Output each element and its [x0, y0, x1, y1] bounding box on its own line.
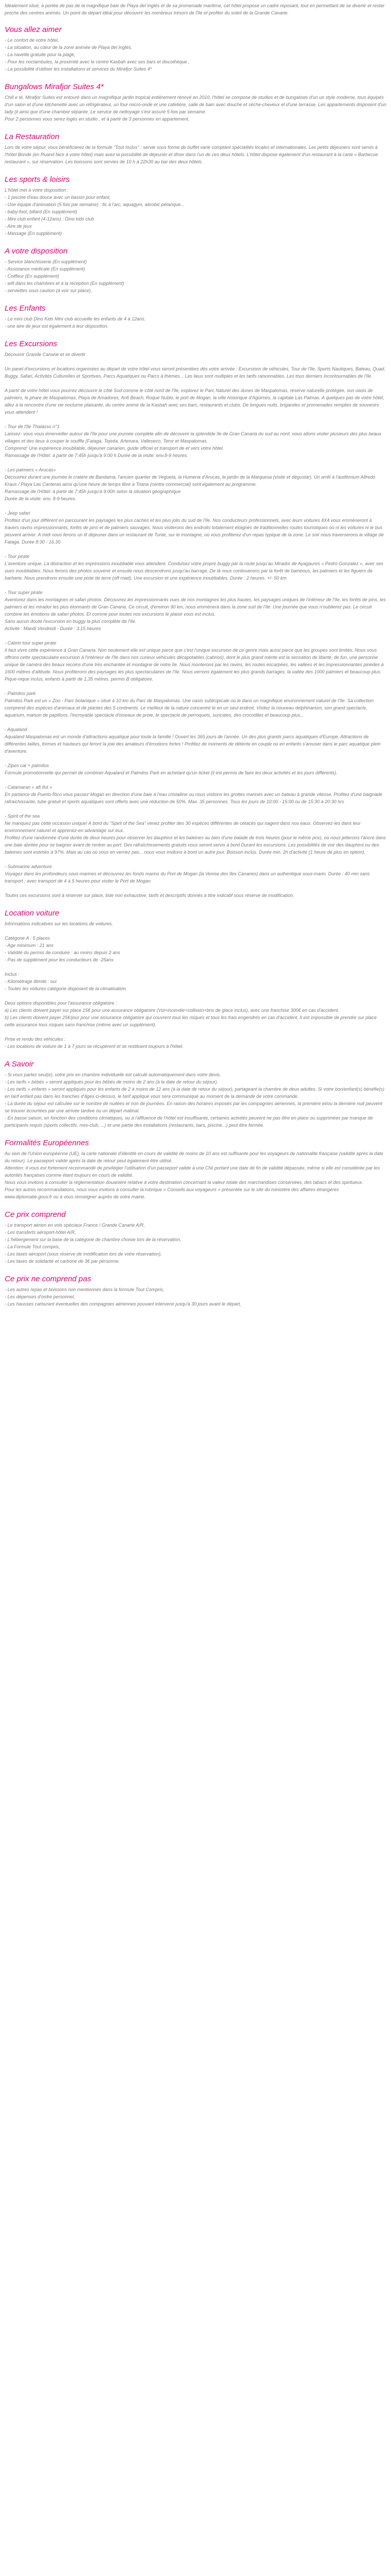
text-line: Ramassage de l'Hôtel: à partir de 7:45h jusqu'à 9:00 h Durée de la visite: env.8-9 heures.: [5, 453, 188, 458]
text-block: [5, 863, 386, 885]
text-line: - Le mini club Dino Kids Mini club accueille les enfants de 4 à 12ans.: [5, 316, 146, 321]
text-line: Palmitos Park est un « Zoo - Parc botanique » situé à 10 km du Parc de Maspalomas. Une oasis subtropicale où le dans un magnifique environnement naturel de l'île. Sa collection comprend des espèces d'animaux et de plantes des 5 continents. Le meilleur de la nature concentré le en un seul endroit. Visitez la nouveau delphinarium, son grand spectacle, aquarium, maison de papillons, l'incroyable spectacle d'oiseaux de proie, le spectacle de perroquets, suricates, des crocodiles et beaucoup plus...: [5, 698, 374, 718]
text-line: - Les hausses carburant éventuelles des compagnies aériennes pouvant intervenir jusqu'à 30 jours avant le départ,: [5, 1301, 241, 1307]
section-heading: Bungalows Mirafjor Suites 4*: [5, 82, 104, 91]
text-block: [5, 971, 386, 992]
text-block: [5, 935, 386, 963]
text-line: En partance de Puerto Rico vous passez Mogan en direction d'une baie à l'eau cristalline ou nous visitons les grottes marines avec un bateau à grande vitesse. Profitez d'une baignade rafraichissante, tube gratuit et sports aquatiques sont offerts avec une réduction de 50%. Max. 35 personnes. Tous les jours de 10:00 - 15:00 ou de 15:30 à 20:30 hrs: [5, 792, 383, 804]
text-line: Aventurez dans les montagnes et safari photos. Découvrez les impressionnants vues de nos montagnes les plus hautes, les paysages uniques de l'intérieur de l'île, les forêts de pins, les palmiers et les mirador les plus étonnants de Gran Canaria. Ce circuit, d'environ 90 km, nous emmènera dans la zone sud de l'île. Une journée que vous n'oublierez pas. Le circuit combine les émotions de safari photos. Et comme pour toutes nos excursions le plaisir vous est inclus.: [5, 597, 386, 617]
text-block: [5, 892, 386, 899]
text-line: - Les tarifs « enfants » seront appliqués pour les enfants de 2 à moins de 12 ans (à la date de retour du séjour), partageant la chambre de deux adultes. Si votre bon/enfant(s) bénéfie(s) en tarif enfant pas dans les tranches d'âges ci-dessus, le tarif appliqué vous sera communiqué au moment de la demande de votre commande.: [5, 1087, 384, 1099]
text-line: Voyagez dans les profondeurs sous-marines et découvrez les fonds marins du Port de Mogan (la Venise des îles Canaries) dans un authentique sous-marin. Durée : 40 min sans transport ; avec transport de 4 à 5 heures pour visiter le Port de Mogan.: [5, 871, 370, 884]
text-line: - Les palmiers « Arucas»: [5, 467, 56, 472]
section-heading: Les Enfants: [5, 304, 46, 313]
text-block: [5, 466, 386, 502]
text-line: - Toutes les voitures catégorie disposent de la climatisation.: [5, 986, 127, 991]
text-block: [5, 94, 386, 123]
text-block: [5, 1071, 386, 1129]
text-line: Activité : Mandi Vendredi - Durée : 3.15 heures: [5, 626, 101, 631]
text-line: - Pour les noctambules, la proximité avec le centre Kasbah avec ses bars et discothèque ,: [5, 59, 190, 64]
text-block: [5, 510, 386, 546]
text-block: [5, 1286, 386, 1308]
text-block: [5, 639, 386, 683]
text-line: - wifi dans les chambres et à la réception (En supplément): [5, 281, 124, 286]
text-line: Lors de votre séjour, vous bénéficierez de la formule "Tout Inclus" : servie sous forme de buffet varié comptant spécialités locales et internationales. Les petits déjeuners sont servis à l'hôtel Bonde (en Ruand face à votre hôtel) mais avez la possibilité de déjeuner et dîner dans l'un de ces deux hôtels. L'hôtel dispose également d'un restaurant à la carte « Barbecue restaurant », sur réservation. Les boissons sont servies de 10 h à 22h30 au bar des deux hôtels.: [5, 145, 378, 164]
text-line: b) Les clients doivent payer 25€/jour pour une assurance obligatoire qui couvrent tous les risques et tous les frais engendrés en cas d'accident. Il est impossible de prendre sur place cette assurance tous risques sans franchise (même avec un supplément).: [5, 1015, 377, 1027]
text-line: - Aire de jeux: [5, 224, 32, 229]
text-line: - Validité du permis de conduire : au moins depuis 2 ans: [5, 950, 120, 955]
section-heading: La Restauration: [5, 132, 59, 141]
text-line: - La situation, au cœur de la zone animée de Playa del Inglés,: [5, 45, 133, 50]
text-line: - Tour de l'île Thalasso n°1: [5, 424, 60, 429]
text-line: Découvrez durant une journée le cratère de Bandama, l'ancien quartier de Vegueta, la Humeria d'Arucas, le jardin de la Marquesa (visite et dégustar). Un arrêt à l'auditorium Alfredo Kraus / Playa Las Canteras ainsi qu'une heure de temps libre à Triana (centre commercial) sont également au programme.: [5, 474, 376, 487]
text-block: [5, 144, 386, 165]
section-heading: Ce prix comprend: [5, 1210, 66, 1219]
section-heading: Les Excursions: [5, 340, 57, 348]
text-line: - Palmitos park: [5, 691, 36, 696]
text-line: - La Formule Tout compris,: [5, 1244, 60, 1249]
text-block: [5, 351, 386, 358]
text-line: - Tour super pirate: [5, 590, 43, 595]
section-heading: A votre disposition: [5, 247, 68, 256]
text-line: - Si vous partez seul(e), votre prix en chambre individuelle est calculé automatiquement dans votre devis.: [5, 1072, 221, 1077]
text-line: - Zipes cat + palmitos: [5, 763, 49, 768]
text-block: [5, 315, 386, 330]
text-line: a) Les clients doivent payer sur place 15€ pour une assurance obligatoire (Vol+incendie+collision+bris de glace inclus), avec une franchise 300€ en cas d'accident.: [5, 1008, 339, 1013]
text-line: - Les taxes aéroport (sous réserve de modification lors de votre réservation),: [5, 1251, 162, 1257]
text-block: [5, 187, 386, 237]
section-heading: Formalités Européennes: [5, 1139, 89, 1147]
text-line: Inclus :: [5, 972, 20, 977]
text-block: [5, 258, 386, 294]
text-block: [5, 37, 386, 73]
text-line: Sans aucun doute l'excursion en buggy la plus complète de l'île.: [5, 619, 137, 624]
text-line: - 1 piscine d'eau douce avec un bassin pour enfant,: [5, 195, 111, 200]
text-block: [5, 920, 386, 927]
text-block: [5, 999, 386, 1028]
text-line: L'hôtel met à votre disposition :: [5, 188, 69, 193]
text-line: - Une équipe d'animation (5 fois par semaine) : fic à l'arc, aquagym, aérobic pétanque...: [5, 202, 185, 207]
text-line: - Cabrio tour super pirate: [5, 640, 57, 646]
text-line: Informations indicatives sur les locations de voitures.: [5, 921, 113, 926]
text-line: Au sein de l'Union européenne (UE), la carte nationale d'identité en cours de validité de moins de 10 ans est suffisante pour les voyageurs de nationalité française (validité après la date du retour). Le passeport valide après la date de retour peut également être utilisé.: [5, 1151, 383, 1163]
text-line: - Aqualand: [5, 727, 27, 732]
text-block: [5, 1150, 386, 1200]
text-line: Découvrir Grande Canarie et se divertir: [5, 352, 86, 357]
text-block: [5, 365, 386, 380]
text-line: - baby-foot, billard (En supplément): [5, 209, 77, 214]
text-line: - L'hébergement sur la base de la catégorie de chambre choisie lors de la réservation,: [5, 1237, 182, 1242]
text-line: Laissez- vous vous émerveiller autour de l'île pour une journée complète afin de découvrir la splendide île de Gran Canaria du sud au nord. nous allons visiter plusieurs des plus beaux villages et des lieux à couper le souffle (Fataga, Tejeda, Artenara, Valleseco, Teror et Maspalomas.: [5, 431, 382, 444]
text-line: - Submarine adventure: [5, 864, 52, 869]
text-line: Formule promotionnelle qui permet de combiner Aqualand et Palmitos Park en achetant qu'un ticket (il est permis de faire les deux activités et les jours différents).: [5, 770, 338, 775]
text-line: Attention: Il vous est fortement recommandé de privilégier l'utilisation d'un passeport valide à une CNI portant une date de fin de validité dépassée, même si elle est considérée par les autorités françaises comme étant toujours en cours de validité.: [5, 1165, 380, 1178]
text-line: - Le transport aérien en vols spéciaux France / Grande Canarie A/R,: [5, 1223, 145, 1228]
text-line: - Assistance médicale (En supplément): [5, 266, 85, 272]
text-line: Catégorie A : 5 places: [5, 936, 50, 941]
text-line: - La possibilité d'utiliser les installations et services du Mirafjor Suites 4*: [5, 66, 152, 72]
text-line: Chill e té, Mirafjor Suites est entouré dans un magnifique jardin tropical entièrement rénové en 2010, l'hôtel se compose de studios et de bungalows d'un un style moderne, tous équipés d'un salon et d'une kitchenette avec un réfrigérateur, un four micro-onde et une cafetière, salle de bain avec douche et sèche-cheveux et d'une terrasse. Les appartements disposent d'un lady (il ainsi que d'une chambre séparée. Le service de nettoyage s'est assuré 5 fois par semaine.: [5, 95, 386, 114]
text-line: Comprend: Une expérience inoubliable, déjeuner canarien, guide officiel et transport de et vers votre hôtel.: [5, 446, 224, 451]
text-line: - Mini club enfant (4-12ans) : Dino kids club: [5, 216, 94, 222]
section-heading: Ce prix ne comprend pas: [5, 1275, 91, 1283]
text-line: A partir de votre hôtel vous pourrez découvrir le côté Sud comme le côté nord de l'île, explorez le Parc Naturel des dunes de Maspalomas, réserve naturelle protégée, son oasis de palmiers, le phare de Maspalomas, Playa de Amadores, Anfi Beach, Roque Nublo, le port de Mogán, la ville historique d'Agüimes, la capitale Las Palmas. A quelques pas de votre hôtel, allez à la rencontre d'une vie nocturne plaisante, du centre animé de la Kasbah avec ses bars, restaurants et clubs. De longues nuits, brigandes et promenades remplies de souvenirs vous attendent !: [5, 388, 384, 415]
text-line: - Les dépenses d'ordre personnel,: [5, 1294, 75, 1299]
text-line: L'aventure unique. La distraction et les impressions inoubliable vous attendent. Conduisez votre propre buggy par la route jusqu'au Mirador de Ayagaures « Pedro Gonzalez », avec ses vues inoubliables. Nous ferons des photos souvenir et ensuite nous descendrons jusqu'au barrage. De là nous continuerons par la forêt de bambous, les palmiers et les figuiers de barbarie. Nous prendrons ensuite une piste de terre (off road). Une excursion et une expérience inoubliables. Durée : 2 heures. +/- 50 km: [5, 561, 383, 581]
text-block: [5, 726, 386, 755]
intro-paragraph: Idéalement situé, à portée de pas de la magnifique baie de Playa del Inglés et de sa promenade maritime, cet hôtel propose un cadre reposant, tout en permettant de se divertir et rester proche des centres animés. Un point de départ idéal pour découvrir les nombreux trésors de l'île et profiter du soleil de la Grande Canarie.: [5, 3, 385, 15]
text-line: - La durée du séjour est calculée sur le nombre de nuitées et non de journées. En raison des horaires imposés par les compagnies aériennes, la première et/ou la dernière nuit peuvent se trouver écourtées par une arrivée tardive ou un départ matinal.: [5, 1101, 382, 1113]
text-line: Aqualand Maspalomas est un monde d'attractions aquatique pour toute la famille ! Ouvert les 365 jours de l'année. Un des plus grands parcs aquatiques d'Europe. Attractions de différentes tailles, formes et hauteurs qui feront la joie des amateurs d'émotions fortes ! Profitez de moments de détente en couple ou en enfants s'amuser dans le parc aquatique plein d'aventure.: [5, 734, 381, 754]
text-line: Ramassage de l'Hôtel: à partir de 7:45h jusqu'à 9:00h selon la situation géographique: [5, 489, 181, 494]
text-line: Deux options disponibles pour l'assurance obligatoire :: [5, 1001, 117, 1006]
text-line: Profitez d'un jour différent en parcourant les paysages les plus cachés et les plus jolis du sud de l'île. Nos conducteurs professionnels, avec leurs voitures 4X4 vous emmèneront à travers ravins impressionnants, forêts de pins et de palmiers sauvages. Nous visiterons des endroits totalement éloignés de traditionnelles routes touristiques où ni les voitures ni le bus peuvent arriver. A midi nous ferons un lit déjeuner dans un restaurant de Tunte, sur le montagne, où vous profiterez d'un repas typique de la zone. Le soir nous traverserons le village de Fataga. Durée 8:30 - 16.30: [5, 518, 384, 545]
text-line: - Le confort de votre hôtel,: [5, 38, 59, 43]
text-line: Un panel d'excursions et locations organisées au départ de votre hôtel vous seront présentées dès votre arrivée : Excursions de véhicules, Tour de l'île, Sports Nautiques, Bateau, Quad, Buggy, Safari, Activités Culturelles et Sportives, Parcs Aquatiques ou Parcs à thèmes... Les lieux sont multiples et les tarifs raisonnables. Les tous derniers incontournables de l'île.: [5, 366, 386, 379]
text-line: Prise et rendu des véhicules :: [5, 1037, 66, 1042]
text-block: [5, 1036, 386, 1050]
text-line: Nous vous invitons à consulter la réglementation douanière relative à votre destination concernant la valeur totale des marchandises conservées, des tabacs et des spiritueux.: [5, 1180, 363, 1185]
text-line: Durée de la visite: env. 8-9 heures.: [5, 496, 76, 501]
text-block: [5, 812, 386, 856]
text-block: [5, 387, 386, 416]
text-block: [5, 1222, 386, 1265]
text-line: - Tour pirate: [5, 554, 30, 559]
text-line: - une aire de jeux est également à leur disposition.: [5, 324, 109, 329]
text-line: - serviettes sous caution (à voir sur place).: [5, 288, 92, 293]
text-block: [5, 423, 386, 459]
text-line: - Les autres repas et boissons non mentionnés dans la formule Tout Compris,: [5, 1287, 165, 1292]
sections-container: [5, 25, 386, 1308]
text-line: - La navette gratuite pour la plage,: [5, 52, 76, 57]
text-line: Il faut vivre cette expérience à Gran Canaria. Non seulement elle est unique parce que c'est l'unique excursion de ce genre mais aussi parce que les groupes sont limités. Nous vous offrons cette spectaculaire excursion à l'intérieur de l'île dans nos curieux véhicules décapotables (cabrios), dont le plus grand mérite est la sensation de liberté, de fun, une personne unique de caméra des beaux recoins d'une très enchantée et montagne de notre île. Nous monterons par les ravins, les routes escarpées, les vallées et les impressionnantes pinèdes à 1600 mètres d'altitude. Nous profiterons des paysages les plus spectaculaires de l'île. Nous verrons également les plus grands barrages, la vallée des 1000 palmiers et beaucoup plus. Pique-nique inclus, enfants à partir de 1,35 mètres. permis B obligatoire.: [5, 648, 384, 682]
text-line: Profitez d'une randonnée d'une durée de deux heures pour observer les dauphins et les baleines au bien d'une balade de trois heures (pour le même prix), où nous jetterons l'ancre dans une baie abritée pour se baigner avant de rentrer au port. Des rafraîchissements gratuits vous seront servis à bord Durant les excursions. Les possibilités de voir des dauphins ou des baleines sont estimés à 97%. Mais au cas où vous en verriez pas... nous vous invitons à bord un autre jour. Boisson inclus. Durée min. 2h d'activité (1 heure de plus en option).: [5, 835, 386, 855]
section-heading: Les sports & loisirs: [5, 175, 70, 184]
text-line: - En basse saison, en fonction des conditions climatiques, ou à l'affluence de l'hôtel est insuffisante, certaines activités peuvent ne pas être en place ou supprimées par manque de participants requis (sports collectifs, mini-club, ...) et une partie des installations (restaurants, bars, piscine...) peut être fermée.: [5, 1115, 373, 1128]
text-line: - Les tarifs « bébés » seront appliqués pour les bébés de moins de 2 ans (à la date de retour du séjour).: [5, 1079, 218, 1084]
text-line: - Age minimum : 21 ans: [5, 943, 54, 948]
text-line: - Pas de supplément pour les conducteurs de -25ans: [5, 957, 114, 962]
text-line: - Jeep safari: [5, 511, 30, 516]
section-heading: A Savoir: [5, 1060, 34, 1069]
text-line: Toutes ces excursions sont à réserver sur place, liste non exhaustive, tarifs et descriptifs donnés à titre indicatif sous réserve de modification.: [5, 893, 295, 898]
text-line: - Les taxes de solidarité et carbone de 3€ par personne.: [5, 1259, 120, 1264]
section-heading: Location voiture: [5, 909, 59, 918]
text-line: Pour les autres recommandations, nous vous invitons à consulter la rubrique « Conseils aux voyageurs » présentée sur le site du ministère des affaires étrangères www.diplomatie.gouv.fr ou à vous renseigner auprès de votre mairie.: [5, 1187, 339, 1199]
text-line: - Les transferts aéroport-hôtel A/R,: [5, 1230, 76, 1235]
text-line: - Les locations de voiture de 1 à 7 jours se récupèrent et se restituent toujours à l'hôtel.: [5, 1044, 184, 1049]
text-block: [5, 762, 386, 776]
text-line: - Catamaran « aft ifut »: [5, 785, 53, 790]
text-block: [5, 589, 386, 632]
text-block: [5, 784, 386, 805]
text-block: [5, 553, 386, 582]
text-line: Ne manquez pas cette occasion unique! A bord du "Spirit of the Sea" venez profiter des 30 espèces différentes de cétacés qui nagent dans nos eaux. Observez-les dans leur environnement naturel et apprenez-en advantage sur eux.: [5, 821, 361, 833]
text-line: - Kilométrage illimité : oui: [5, 979, 57, 984]
text-block: [5, 690, 386, 719]
text-line: Pour 2 personnes vous serez logés en studio , et à partir de 3 personnes en appartement.: [5, 116, 190, 122]
text-line: - Spirit of the sea: [5, 814, 40, 819]
section-heading: Vous allez aimer: [5, 25, 62, 34]
text-line: - Coiffeur (En supplément): [5, 274, 59, 279]
text-line: - Service blanchisserie (En supplément): [5, 259, 87, 264]
text-line: - Massage (En supplément): [5, 231, 62, 236]
